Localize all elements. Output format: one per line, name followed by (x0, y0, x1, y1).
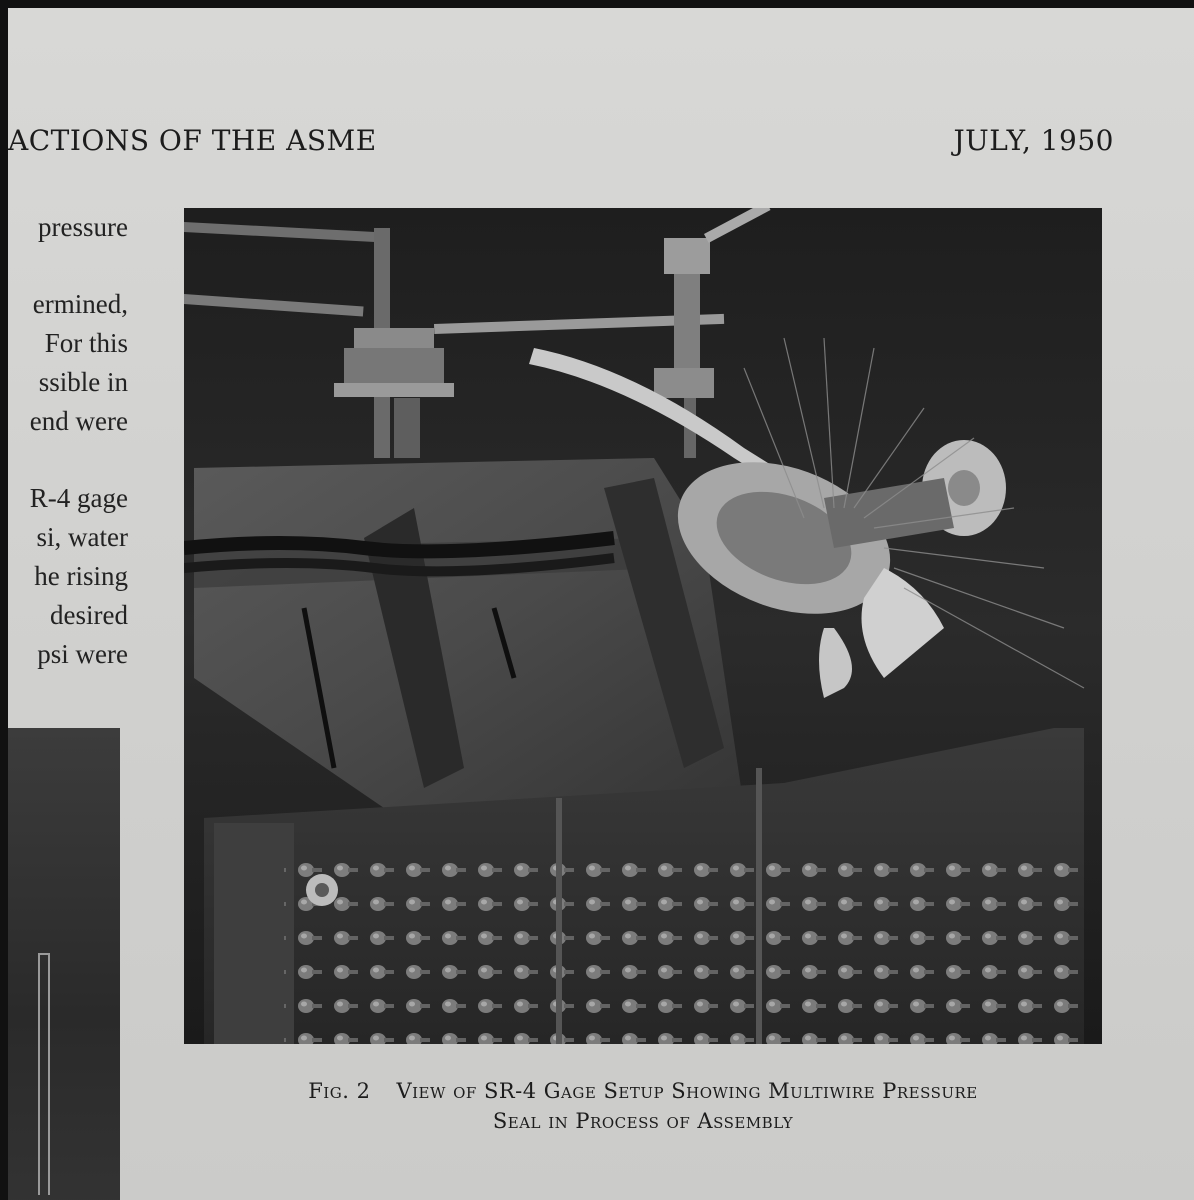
text-line: psi were (37, 639, 128, 669)
apparatus-rail-shape (38, 953, 50, 1195)
caption-line-1 (168, 1076, 1118, 1106)
text-line: end were (29, 406, 128, 436)
figure-caption (168, 1076, 1118, 1136)
text-line: ssible in (38, 367, 128, 397)
caption-text-1: View of SR-4 Gage Setup Showing Multiwire Pressure (396, 1079, 978, 1103)
adjacent-figure-fragment (8, 728, 120, 1200)
text-line: si, water (36, 522, 128, 552)
text-line: R-4 gage (29, 483, 128, 513)
show-through-text (628, 1128, 1088, 1198)
text-line: desired (50, 600, 128, 630)
text-line: he rising (34, 561, 128, 591)
text-line: For this (44, 328, 128, 358)
running-header-journal: ACTIONS OF THE ASME (8, 124, 377, 157)
caption-line-2: Seal in Process of Assembly (492, 1109, 794, 1133)
text-line-gap (8, 441, 128, 479)
figure-label: Fig. 2 (308, 1079, 371, 1103)
gage-setup-photo-illustration (184, 208, 1102, 1044)
text-line-gap (8, 247, 128, 285)
running-header-date: JULY, 1950 (953, 124, 1114, 157)
left-column-text (8, 208, 128, 674)
fig-2-photograph (184, 208, 1102, 1044)
text-line: ermined, (32, 289, 128, 319)
text-line: pressure (38, 212, 128, 242)
journal-page (8, 8, 1194, 1200)
